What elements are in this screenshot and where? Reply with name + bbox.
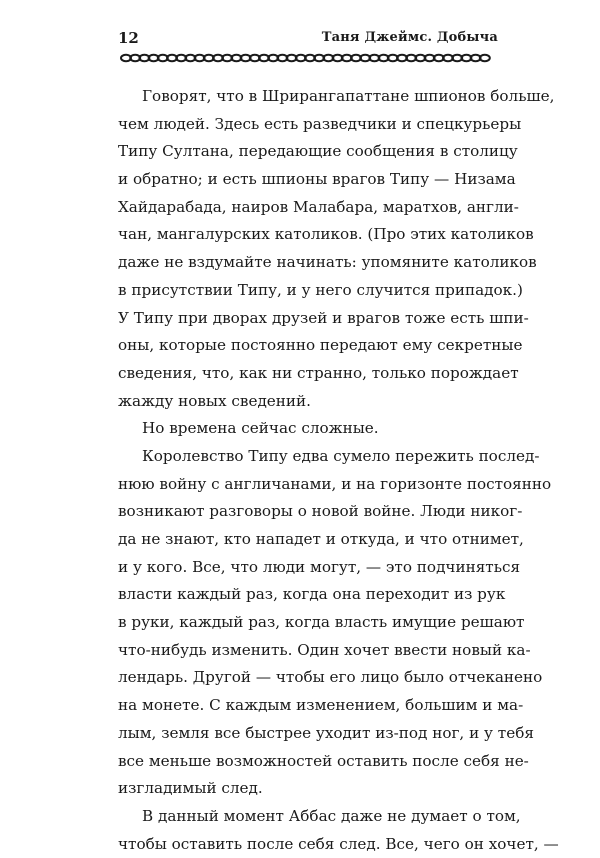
paragraph bbox=[118, 443, 552, 803]
text-line: возникают разговоры о новой войне. Люди никог- bbox=[118, 502, 523, 521]
text-line: лым, земля все быстрее уходит из-под ног, и у тебя bbox=[118, 723, 534, 742]
text-line: жажду новых сведений. bbox=[118, 391, 311, 410]
text-line: В данный момент Аббас даже не думает о том, bbox=[142, 806, 521, 825]
page-number: 12 bbox=[118, 29, 139, 47]
text-line: чан, мангалурских католиков. (Про этих католиков bbox=[118, 225, 534, 244]
text-line: Типу Султана, передающие сообщения в столицу bbox=[118, 142, 518, 161]
text-line: чтобы оставить после себя след. Все, чего он хочет, — bbox=[118, 834, 559, 853]
page-header bbox=[118, 29, 498, 49]
text-line: лендарь. Другой — чтобы его лицо было отчеканено bbox=[118, 668, 543, 687]
text-line: чем людей. Здесь есть разведчики и спецкурьеры bbox=[118, 114, 522, 133]
text-line: на монете. С каждым изменением, большим и ма- bbox=[118, 696, 524, 715]
text-line: да не знают, кто нападет и откуда, и что отнимет, bbox=[118, 530, 524, 548]
text-line: в присутствии Типу, и у него случится припадок.) bbox=[118, 280, 523, 299]
text-line: сведения, что, как ни странно, только порождает bbox=[118, 363, 519, 382]
text-line: и обратно; и есть шпионы врагов Типу — Низама bbox=[118, 170, 516, 189]
text-line: что-нибудь изменить. Один хочет ввести новый ка- bbox=[118, 640, 531, 659]
text-line: нюю войну с англичанами, и на горизонте постоянно bbox=[118, 474, 552, 493]
text-line: даже не вздумайте начинать: упомяните католиков bbox=[118, 253, 537, 272]
text-line: все меньше возможностей оставить после себя не- bbox=[118, 751, 529, 770]
text-line: и у кого. Все, что люди могут, — это подчиняться bbox=[118, 557, 521, 576]
paragraph bbox=[118, 83, 555, 415]
running-title: Таня Джеймс. Добыча bbox=[321, 30, 498, 45]
text-line: Но времена сейчас сложные. bbox=[142, 419, 379, 438]
text-line: Хайдарабада, наиров Малабара, маратхов, англи- bbox=[118, 197, 519, 216]
paragraph bbox=[118, 415, 498, 443]
text-line: в руки, каждый раз, когда власть имущие решают bbox=[118, 613, 525, 632]
text-line: оны, которые постоянно передают ему секретные bbox=[118, 336, 523, 355]
text-line: власти каждый раз, когда она переходит из рук bbox=[118, 585, 506, 604]
text-line: У Типу при дворах друзей и врагов тоже есть шпи- bbox=[118, 308, 529, 327]
chain-ornament-divider bbox=[118, 53, 498, 63]
text-line: Говорят, что в Шрирангапаттане шпионов больше, bbox=[142, 87, 555, 105]
paragraph bbox=[118, 803, 559, 858]
text-line: изгладимый след. bbox=[118, 779, 263, 798]
text-line: Королевство Типу едва сумело пережить послед- bbox=[142, 446, 540, 465]
body-text bbox=[118, 83, 559, 858]
